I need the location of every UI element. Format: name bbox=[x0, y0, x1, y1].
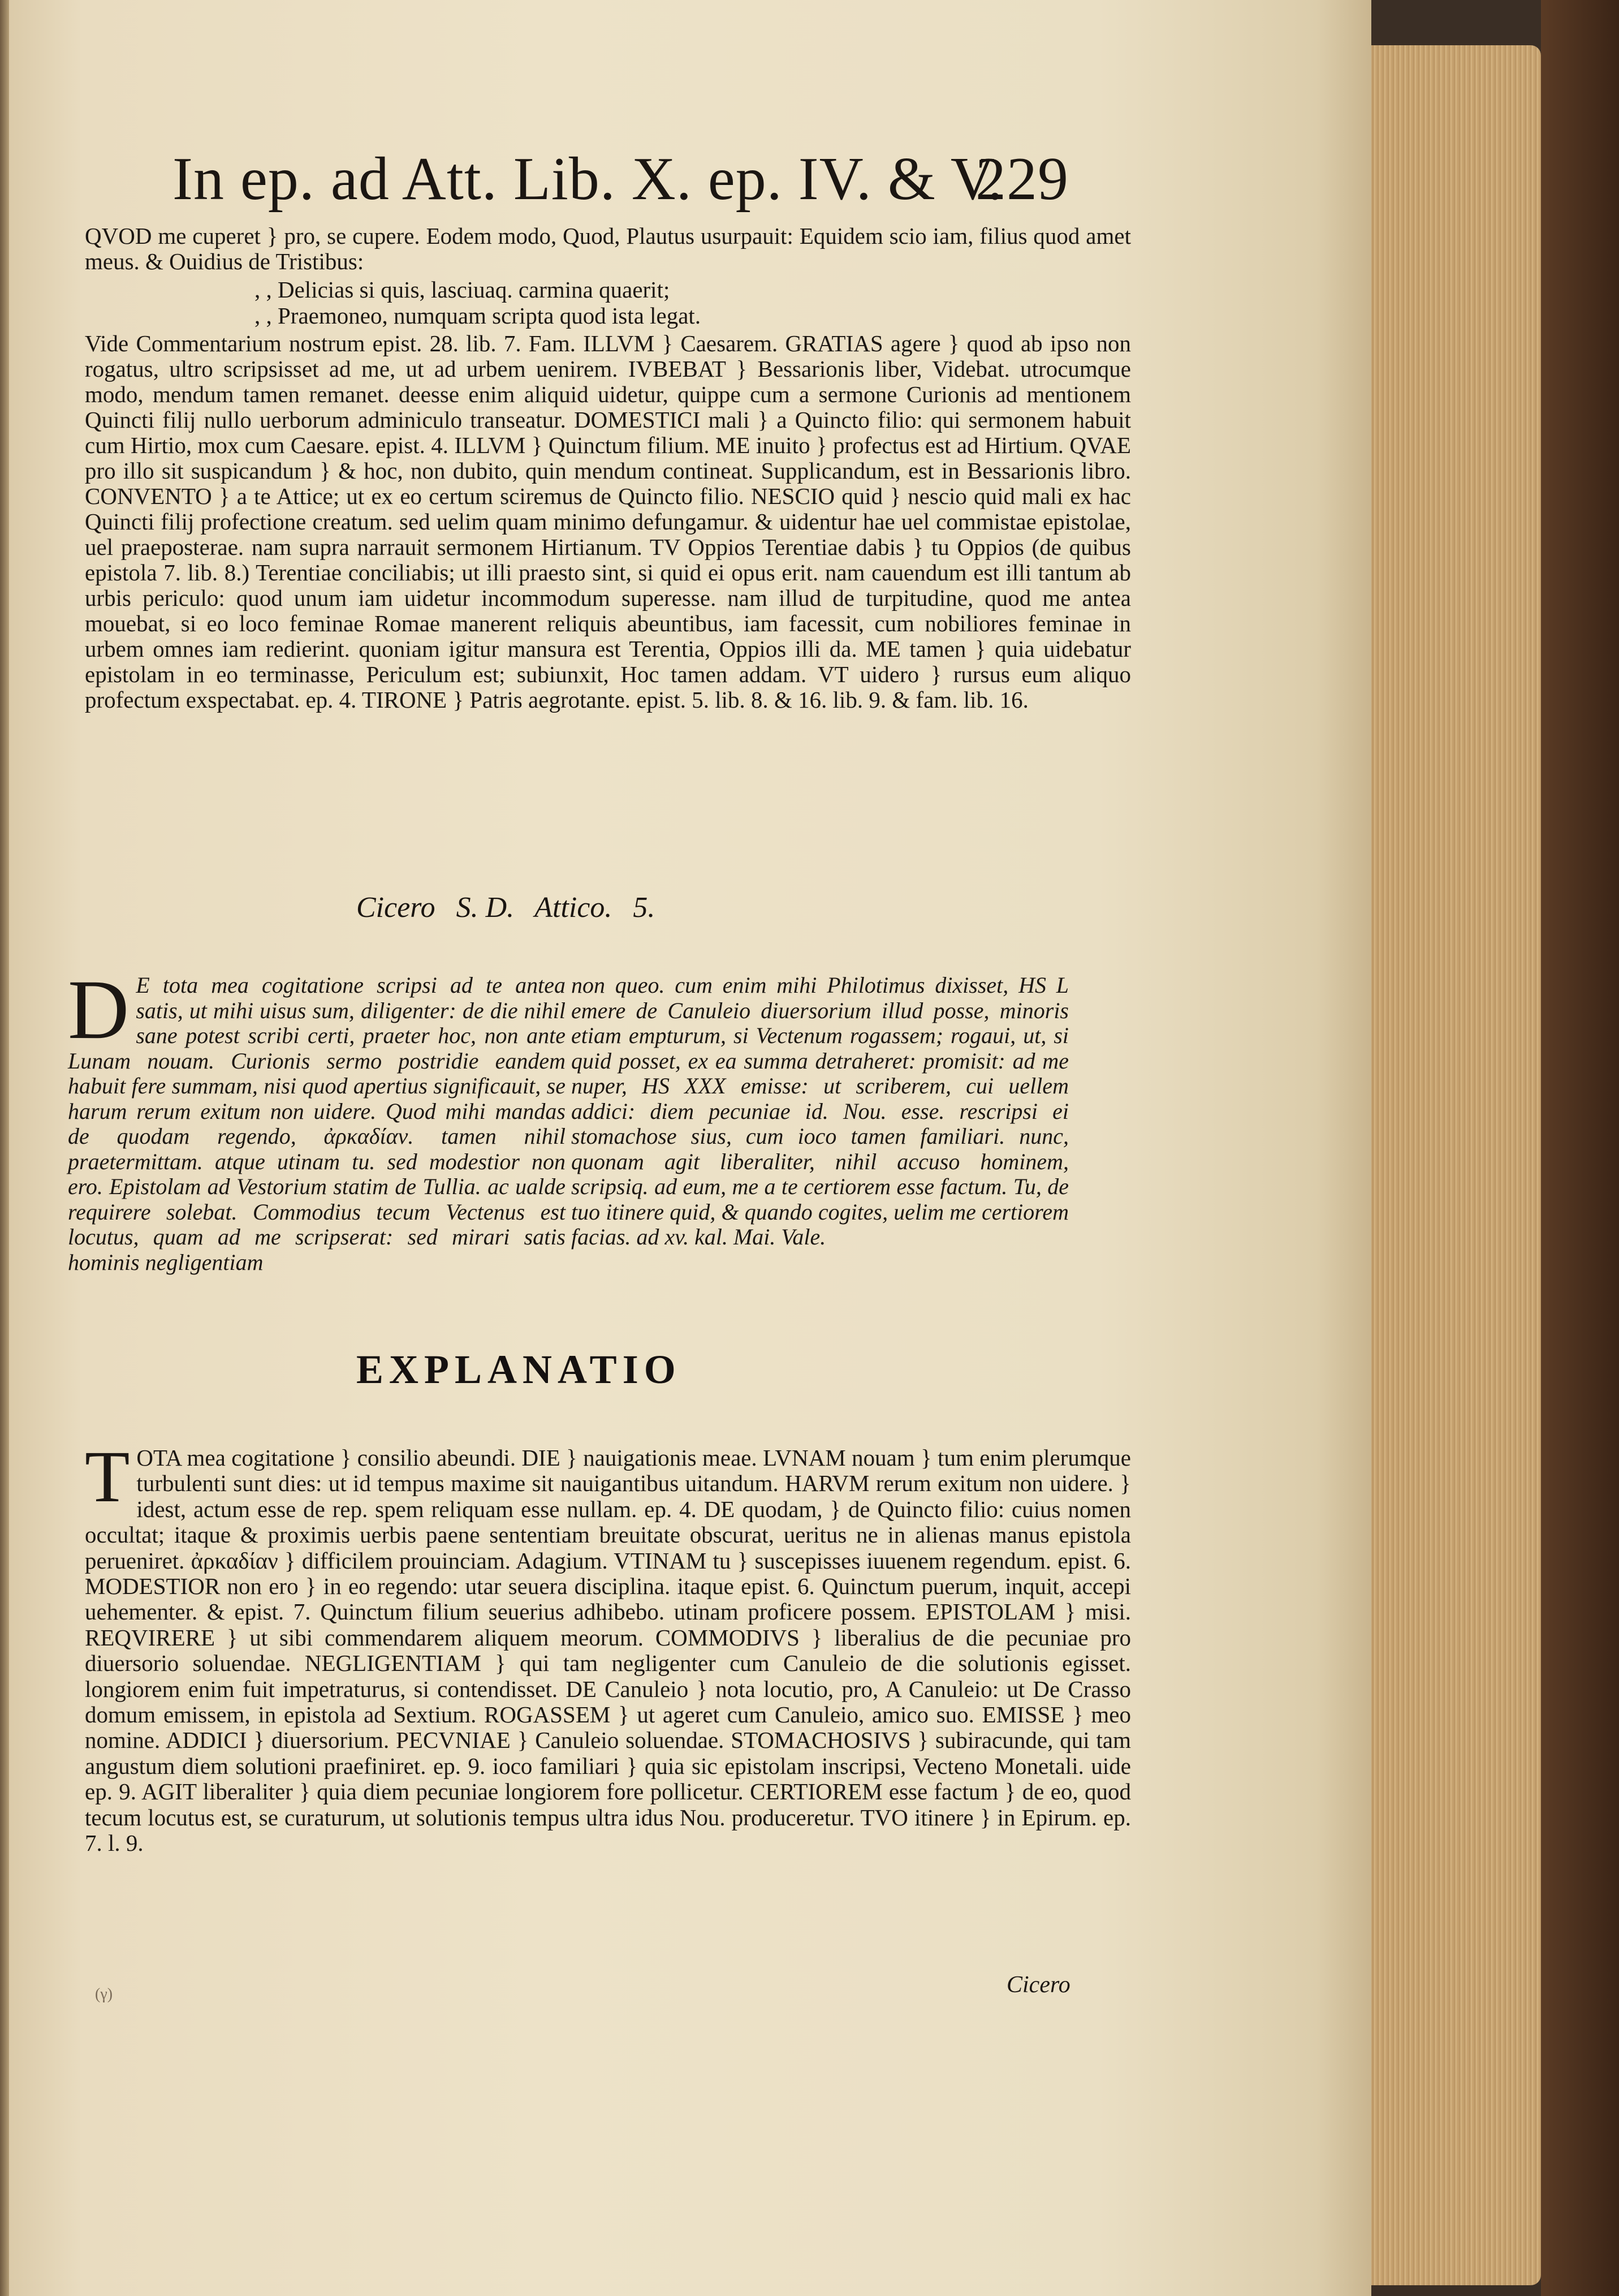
letter-column-left-text: E tota mea cogitatione scripsi ad te antea satis, ut mihi uisus sum, diligenter: de die nihil sane potest scribi certi, praeter hoc, non ante Lunam nouam. Curionis sermo postridie eandem habuit fere summam, nisi quod apertius significauit, se harum rerum exitum non uidere. Quod mihi mandas de quodam regendo, ἀρκαδίαν. tamen nihil praetermittam. atque utinam tu. sed modestior non ero. Epistolam ad Vestorium statim de Tullia. ac ualde requirere solebat. Commodius tecum Vectenus est locutus, quam ad me scripserat: sed mirari satis hominis negligentiam bbox=[68, 972, 565, 1275]
running-title: In ep. ad Att. Lib. X. ep. IV. & V. bbox=[172, 145, 1003, 213]
letter-title-greeting: S. D. bbox=[456, 891, 515, 924]
running-header bbox=[172, 144, 1077, 223]
catchword: Cicero bbox=[1007, 1972, 1070, 1998]
page-number: 229 bbox=[975, 145, 1069, 213]
explanation-section bbox=[85, 1436, 1131, 1856]
commentary-body: Vide Commentarium nostrum epist. 28. lib. 7. Fam. ILLVM } Caesarem. GRATIAS agere } quod ab ipso non rogatus, ultro scripsisset ad me, ut ad urbem uenirem. IVBEBAT } Bessarionis liber, Videbat. utrocumque modo, mendum tamen remanet. deesse enim aliquid uidetur, quippe cum a sermone Curionis ad mentionem Quincti filij nullo uerborum adminiculo transeatur. DOMESTICI mali } a Quincto filio: qui sermonem habuit cum Hirtio, mox cum Caesare. epist. 4. ILLVM } Quinctum filium. ME inuito } profectus est ad Hirtium. QVAE pro illo sit suspicandum } & hoc, non dubito, quin mendum contineat. Supplicandum, est in Bessarionis libro. CONVENTO } a te Attice; ut ex eo certum sciremus de Quincto filio. NESCIO quid } nescio quid mali ex hac Quincti filij profectione creatum. sed uelim quam minimo defungamur. & uidentur hae uel commistae epistolae, uel praeposterae. nam supra narrauit sermonem Hirtianum. TV Oppios Terentiae dabis } tu Oppios (de quibus epistola 7. lib. 8.) Terentiae conciliabis; ut illi praesto sint, si quid ei opus erit. nam cauendum est illi tantum ab urbis periculo: quod unum iam uidetur incommodum superesse. nam illud de turpitudine, quod me antea mouebat, si eo loco feminae Romae manerent reliquis abeuntibus, iam facessit, cum nobiliores feminae in urbem omnes iam redierint. quoniam igitur mansura est Terentia, Oppios illi da. ME tamen } quia uidebatur epistolam in eo terminasse, Periculum est; subiunxit, Hoc tamen addam. VT uidero } rursus eum aliquo profectum exspectabat. ep. 4. TIRONE } Patris aegrotante. epist. 5. lib. 8. & 16. lib. 9. & fam. lib. 16. bbox=[85, 330, 1131, 713]
verse-line: , , Delicias si quis, lasciuaq. carmina quaerit; bbox=[254, 277, 670, 303]
letter-column-left bbox=[68, 963, 565, 1275]
letter-title-sender: Cicero bbox=[356, 891, 435, 924]
letter-title bbox=[356, 891, 668, 924]
binding-strip bbox=[0, 0, 9, 2296]
book-cover bbox=[1541, 0, 1619, 2296]
letter-title-number: 5. bbox=[633, 891, 655, 924]
signature-mark: (γ) bbox=[95, 1985, 113, 2003]
verse-line: , , Praemoneo, numquam scripta quod ista legat. bbox=[254, 303, 701, 329]
letter-title-recipient: Attico. bbox=[534, 891, 612, 924]
commentary-intro: QVOD me cuperet } pro, se cupere. Eodem modo, Quod, Plautus usurpauit: Equidem scio iam, filius quod amet meus. & Ouidius de Tristibus: bbox=[85, 223, 1131, 274]
explanation-text: OTA mea cogitatione } consilio abeundi. DIE } nauigationis meae. LVNAM nouam } tum enim plerumque turbulenti sunt dies: ut id tempus maxime sit nauigantibus uitandum. HARVM rerum exitum non uidere. } idest, actum esse de rep. spem reliquam esse nullam. ep. 4. DE quodam, } de Quincto filio: cuius nomen occultat; itaque & proximis uerbis paene sententiam breuitate obscurat, ueritus ne in alienas manus epistola perueniret. ἀρκαδίαν } difficilem prouinciam. Adagium. VTINAM tu } suscepisses iuuenem regendum. epist. 6. MODESTIOR non ero } in eo regendo: utar seuera disciplina. itaque epist. 6. Quinctum puerum, inquit, accepi uehementer. & epist. 7. Quinctum filium seuerius adhibebo. utinam proficere possem. EPISTOLAM } misi. REQVIRERE } ut sibi commendarem aliquem meorum. COMMODIVS } liberalius de die pecuniae pro diuersorio soluendae. NEGLIGENTIAM } qui tam negligenter cum Canuleio de die solutionis egisset. longiorem enim fuit impetraturus, si contendisset. DE Canuleio } nota locutio, pro, A Canuleio: ut De Crasso domum emissem, in epistola ad Sextium. ROGASSEM } ut ageret cum Canuleio, amico suo. EMISSE } meo nomine. ADDICI } diuersorium. PECVNIAE } Canuleio soluendae. STOMACHOSIVS } subiracunde, qui tam angustum diem solutioni praefiniret. ep. 9. ioco familiari } quia sic epistolam inscripsi, Vecteno Monetali. uide ep. 9. AGIT liberaliter } quia diem pecuniae longiorem fore pollicetur. CERTIOREM esse factum } de eo, quod tecum locutus est, se curaturum, ut solutionis tempus ultra idus Nou. produceretur. TVO itinere } in Epirum. ep. 7. l. 9. bbox=[85, 1445, 1131, 1856]
drop-cap: D bbox=[68, 963, 129, 1057]
commentary-section bbox=[85, 223, 1131, 713]
letter-column-right: non queo. cum enim mihi Philotimus dixisset, HS L emere de Canuleio diuersorium illud posse, minoris etiam empturum, si Vectenum rogassem; rogaui, ut, si quid posset, ex ea summa detraheret: promisit: ad me nuper, HS XXX emisse: ut scriberem, cui uellem addici: diem pecuniae id. Nou. esse. rescripsi ei stomachose sius, cum ioco tamen familiari. nunc, quonam agit liberaliter, nihil accuso hominem, scripsiq. ad eum, me a te certiorem esse factum. Tu, de tuo itinere quid, & quando cogites, uelim me certiorem facias. ad xv. kal. Mai. Vale. bbox=[571, 972, 1069, 1250]
page-block-edges bbox=[1371, 45, 1541, 2285]
explanation-heading: EXPLANATIO bbox=[356, 1347, 681, 1392]
verse-quote bbox=[254, 277, 1131, 329]
drop-cap: T bbox=[85, 1436, 130, 1518]
